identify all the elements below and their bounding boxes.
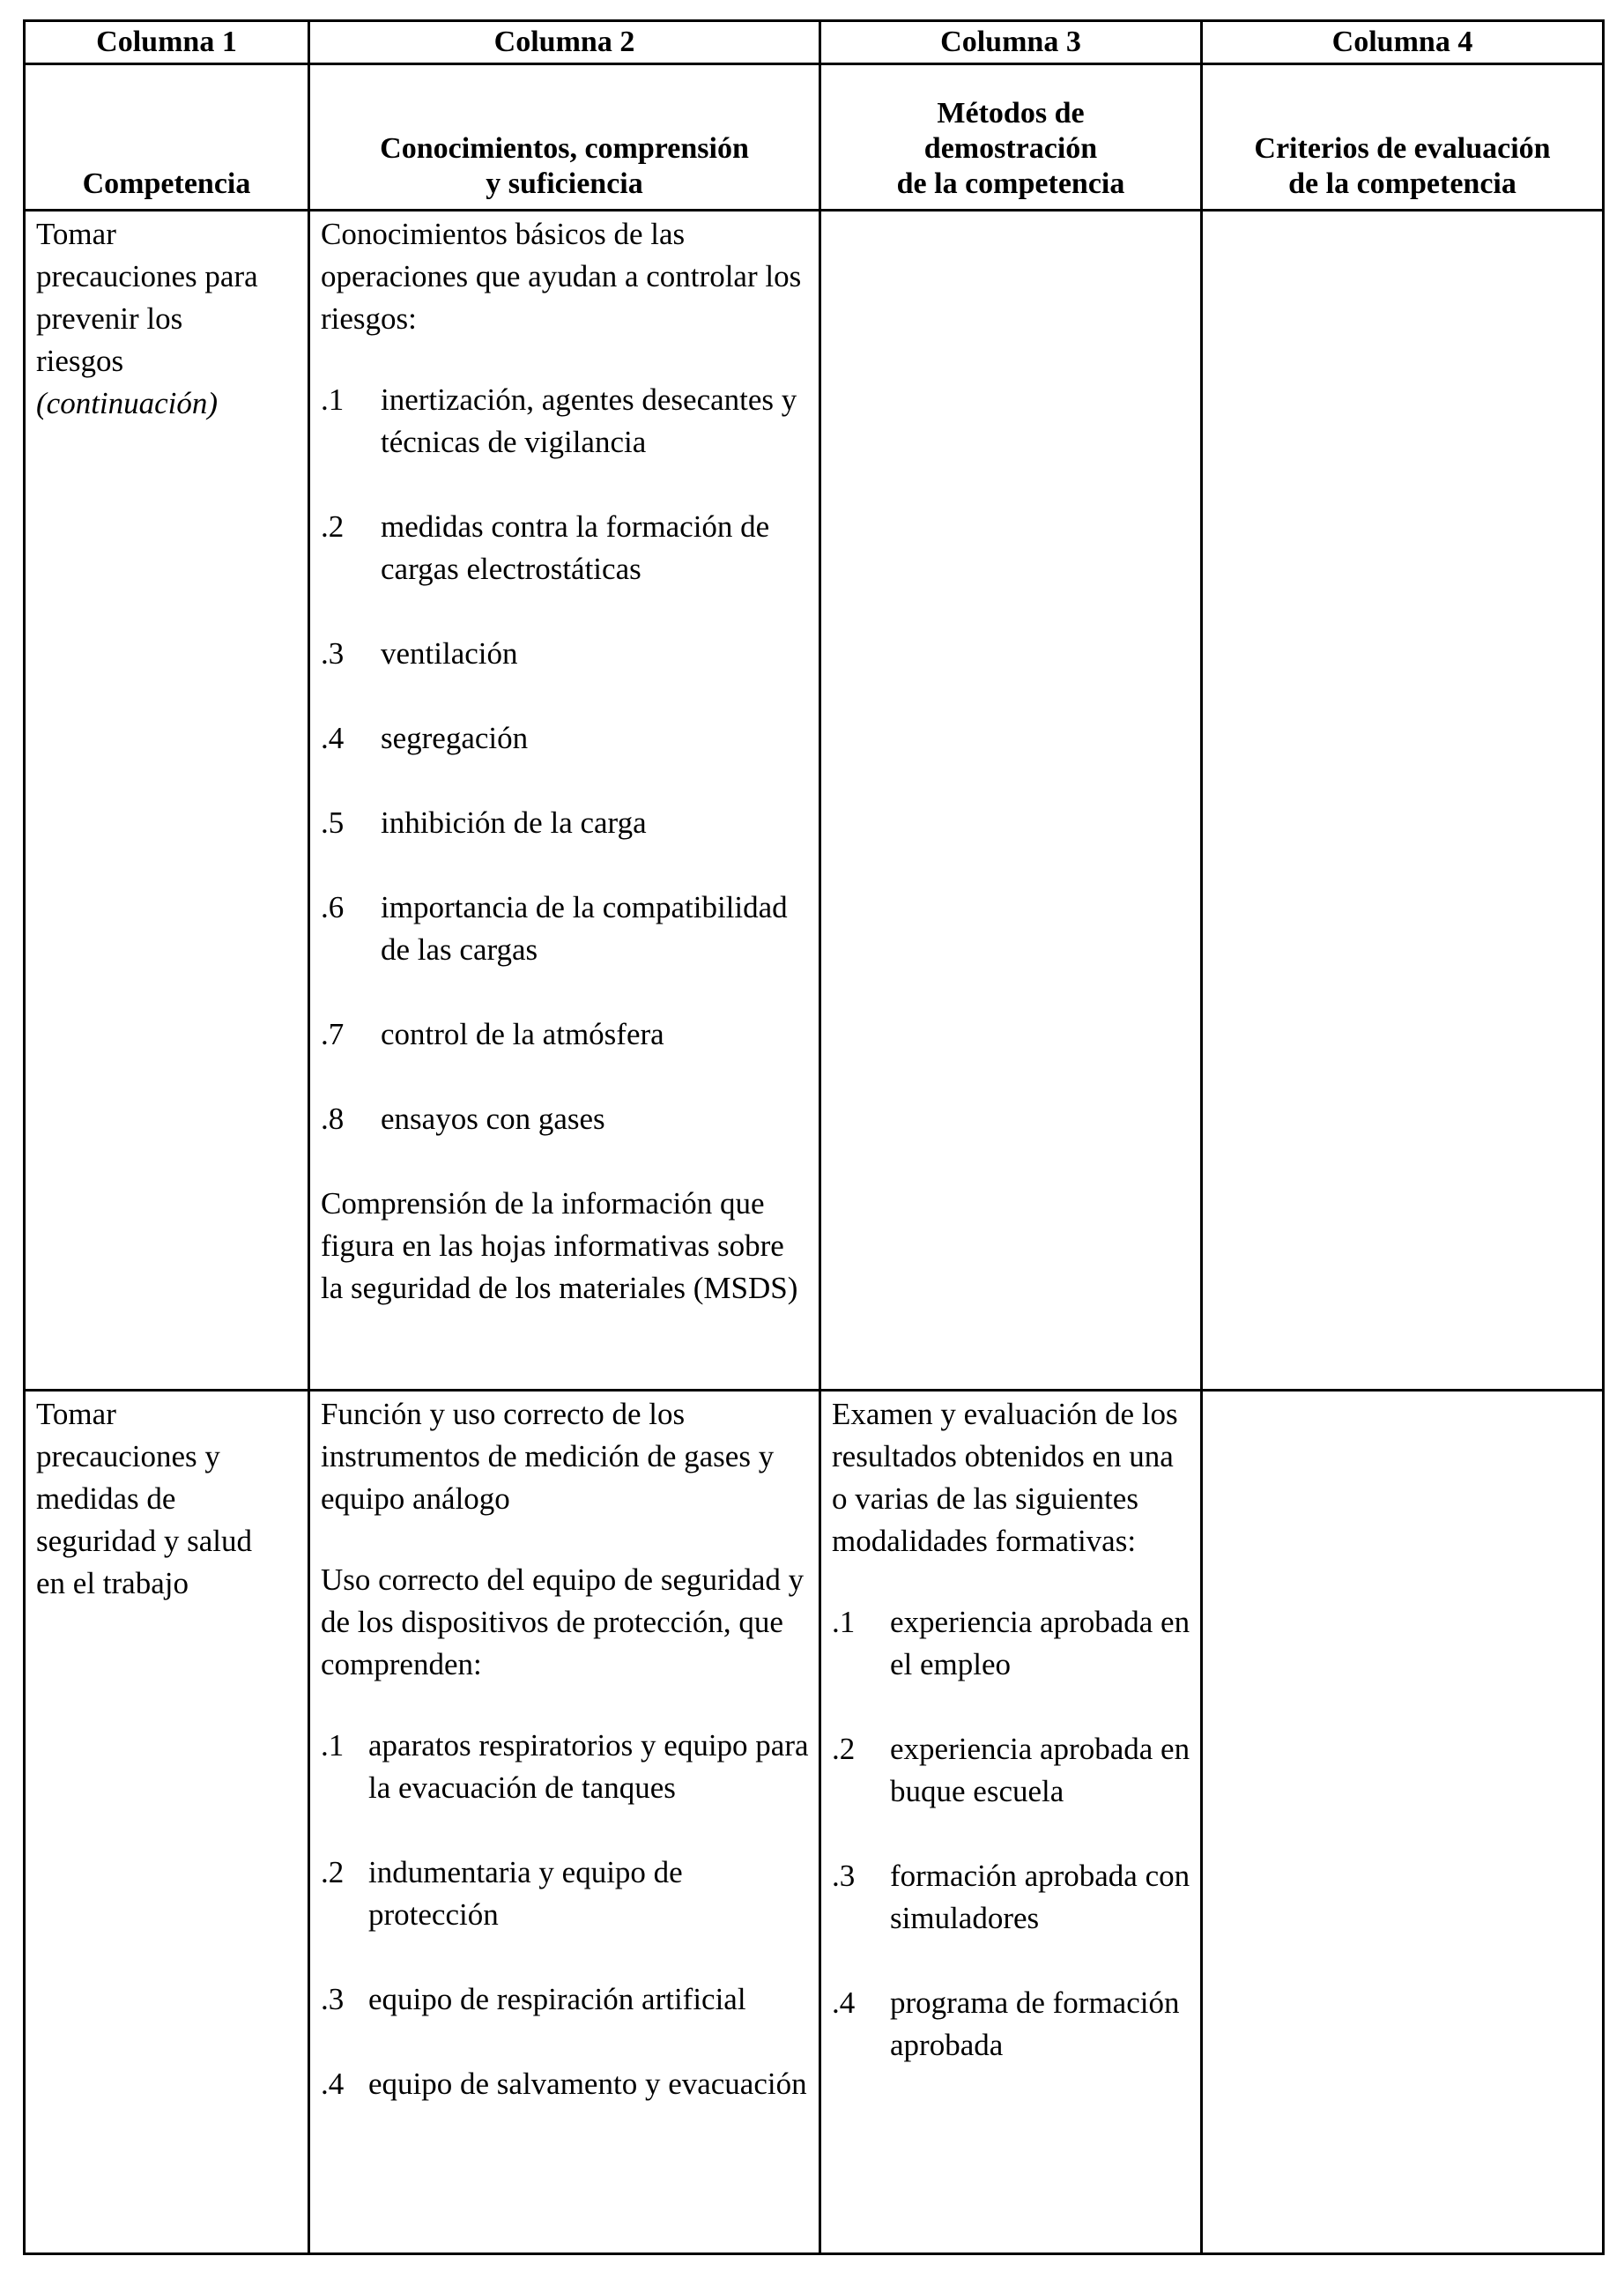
list-item: .7 control de la atmósfera — [321, 1017, 664, 1051]
continuation-note: (continuación) — [36, 386, 219, 420]
list-item: .1 aparatos respiratorios y equipo para la evacuación de tanques — [321, 1728, 809, 1805]
column-2-number: Columna 2 — [309, 21, 820, 64]
list-item: .2 indumentaria y equipo de protección — [321, 1855, 683, 1932]
table-row — [25, 211, 1604, 1391]
knowledge-outro: Comprensión de la información que figura en las hojas informativas sobre la seguridad de los materiales (MSDS) — [321, 1186, 798, 1305]
competence-cell — [25, 211, 309, 1391]
criteria-cell-empty — [1202, 1391, 1604, 2254]
column-number-row — [25, 21, 1604, 64]
knowledge-cell — [309, 1391, 820, 2254]
knowledge-cell — [309, 211, 820, 1391]
list-item: .3 formación aprobada con simuladores — [832, 1859, 1190, 1935]
list-item: .4 equipo de salvamento y evacuación — [321, 2067, 807, 2101]
list-item: .2 experiencia aprobada en buque escuela — [832, 1732, 1190, 1808]
heading-competencia: Competencia — [25, 64, 309, 211]
knowledge-paragraph: Función y uso correcto de los instrumentos de medición de gases y equipo análogo — [321, 1397, 775, 1516]
heading-conocimientos: Conocimientos, comprensión y suficiencia — [309, 64, 820, 211]
methods-intro: Examen y evaluación de los resultados obtenidos en una o varias de las siguientes modalidades formativas: — [832, 1397, 1178, 1558]
competence-table — [23, 19, 1605, 2255]
competence-cell — [25, 1391, 309, 2254]
methods-cell-empty — [820, 211, 1202, 1391]
list-item: .6 importancia de la compatibilidad de las cargas — [321, 890, 788, 967]
competence-text: Tomar precauciones y medidas de seguridad y salud en el trabajo — [36, 1397, 252, 1600]
list-item: .4 segregación — [321, 721, 529, 755]
column-4-number: Columna 4 — [1202, 21, 1604, 64]
list-item: .4 programa de formación aprobada — [832, 1985, 1180, 2062]
list-item: .1 experiencia aprobada en el empleo — [832, 1605, 1190, 1681]
list-item: .3 ventilación — [321, 636, 518, 671]
competence-text: Tomar precauciones para prevenir los riesgos — [36, 217, 258, 378]
heading-criterios: Criterios de evaluación de la competencia — [1202, 64, 1604, 211]
column-1-number: Columna 1 — [25, 21, 309, 64]
knowledge-paragraph: Uso correcto del equipo de seguridad y de los dispositivos de protección, que comprenden: — [321, 1562, 805, 1681]
column-3-number: Columna 3 — [820, 21, 1202, 64]
column-heading-row — [25, 64, 1604, 211]
list-item: .1 inertización, agentes desecantes y técnicas de vigilancia — [321, 382, 797, 459]
list-item: .5 inhibición de la carga — [321, 805, 647, 840]
list-item: .2 medidas contra la formación de cargas electrostáticas — [321, 509, 770, 586]
heading-metodos: Métodos de demostración de la competencia — [820, 64, 1202, 211]
criteria-cell-empty — [1202, 211, 1604, 1391]
knowledge-intro: Conocimientos básicos de las operaciones que ayudan a controlar los riesgos: — [321, 217, 802, 336]
list-item: .8 ensayos con gases — [321, 1102, 605, 1136]
list-item: .3 equipo de respiración artificial — [321, 1982, 746, 2016]
table-row — [25, 1391, 1604, 2254]
methods-cell — [820, 1391, 1202, 2254]
